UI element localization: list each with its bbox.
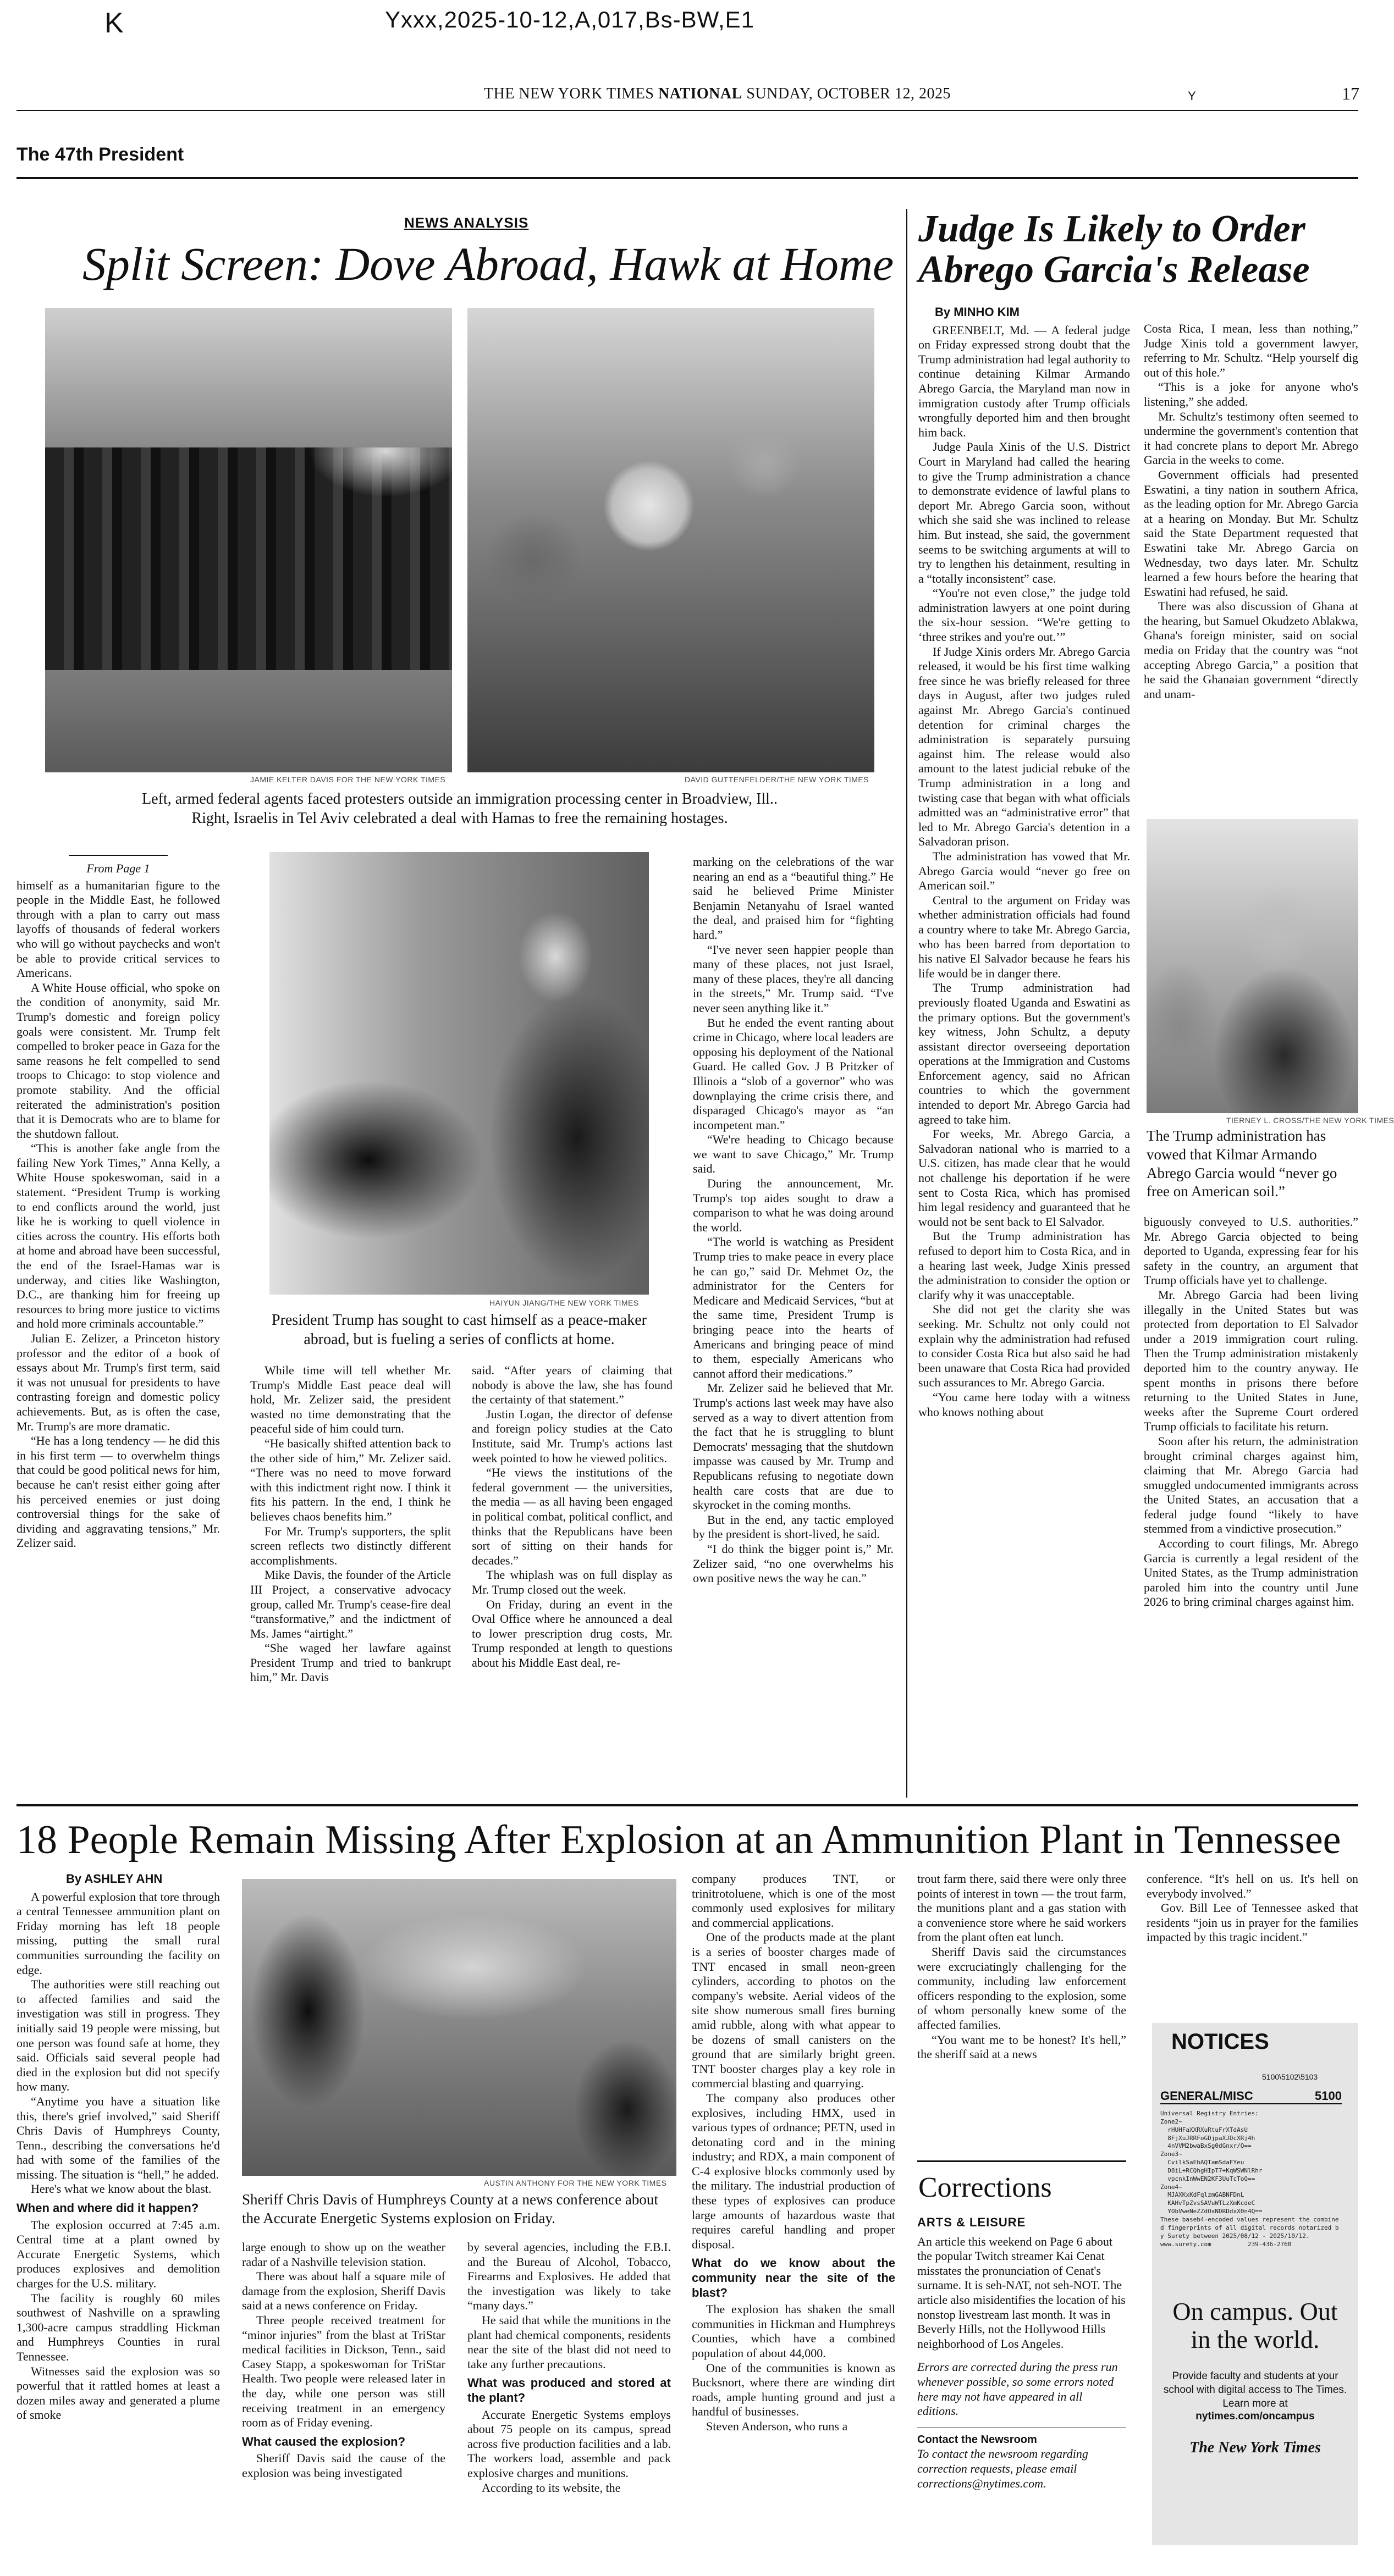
corrections-category: ARTS & LEISURE: [917, 2215, 1026, 2229]
notices-title: NOTICES: [1171, 2030, 1269, 2054]
photo-sky: [45, 308, 452, 447]
paragraph: If Judge Xinis orders Mr. Abrego Garcia released, it would be his first time walking free since he was briefly released for three days in August, after two judges ruled against Mr. Abrego Garcia's continued detention for criminal charges the administration is separately pursuing against him. The release would also amount to the latest judicial rebuke of the Trump administration in a long and twisting case that began with what officials admitted was an “administrative error” that led to Mr. Abrego Garcia's detention in a Salvadoran prison.: [918, 644, 1130, 849]
paragraph: According to court filings, Mr. Abrego Garcia is currently a legal resident of the United States, as the Trump administration paroled him into the country until June 2026 to bring criminal charges against him.: [1144, 1536, 1358, 1609]
story3-column-3: [467, 2240, 671, 2495]
photos-caption: [45, 789, 874, 828]
paragraph: GREENBELT, Md. — A federal judge on Friday expressed strong doubt that the Trump administration had legal authority to continue detaining Kilmar Armando Abrego Garcia, the Maryland man now in immigration custody after Trump officials wrongfully deported him and then brought him back.: [918, 323, 1130, 439]
folio-rule: [16, 110, 1358, 111]
paragraph: “He views the institutions of the federal government — the universities, the media — as all having been engaged in political combat, political conflict, and thinks that the Republicans have been sort of sitting on their hands for decades.”: [472, 1466, 673, 1567]
story3-column-1: [16, 1872, 220, 2423]
notices-category: [1160, 2089, 1342, 2104]
story2-byline: By MINHO KIM: [935, 305, 1020, 319]
page-number: 17: [1342, 84, 1359, 103]
paragraph: The facility is roughly 60 miles southwest of Nashville on a sprawling 1,300-acre campus straddling Hickman and Humphreys Counties in rural Tennessee.: [16, 2291, 220, 2363]
paragraph: “This is a joke for anyone who's listening,” she added.: [1144, 380, 1358, 408]
story2-column-1: [918, 305, 1130, 1419]
photo2-credit: DAVID GUTTENFELDER/THE NEW YORK TIMES: [685, 775, 869, 784]
paragraph: large enough to show up on the weather radar of a Nashville television station.: [242, 2240, 445, 2269]
photo-ground: [45, 670, 452, 772]
notices-fine-print: Universal Registry Entries: Zone2~ rHUHFaXXRXuRtuFrXTdAsU 8FjXuJRRFoGDjpaXJDcXRj4h 4nVVM2bwaBxSg0dGnxr/Q== Zone3~ CvilkSaEbAQTamSdaFYeu D8iL+RCQhgHIpT7+KqWSWNlRhr vpcnkInWwEN2KF3UuTcToQ== Zone4~ MJAXKxKdFqlzmGABNFDnL KAHvTpZvsSAVuWTLzXmKcdeC YObVweNeZZdOxNDRDdxX0n4Q== These baseb4-encoded values represent the combined fingerprints of all digital records notarized by Surety between 2025/08/12 - 2025/10/12. www.surety.com 239-436-2760: [1160, 2110, 1339, 2248]
paragraph: But the Trump administration has refused to deport him to Costa Rica, and in a hearing last week, Judge Xinis pressed the administration to consider the option or clarify why it was unacceptable.: [918, 1229, 1130, 1302]
paragraph: Sheriff Davis said the circumstances were excruciatingly challenging for the community, including law enforcement officers responding to the explosion, some of whom personally knew some of the affected families.: [917, 1944, 1126, 2032]
paragraph: The Trump administration had previously floated Uganda and Eswatini as the primary options. But the government's key witness, John Schultz, a deputy assistant director overseeing deportation operations at the Immigration and Customs Enforcement agency, said no African countries to which the government intended to deport Mr. Abrego Garcia had agreed to take him.: [918, 981, 1130, 1126]
subhead: What do we know about the community near the site of the blast?: [692, 2256, 895, 2299]
paragraph: Julian E. Zelizer, a Princeton history professor and the editor of a book of essays about Mr. Trump's first term, said it was not unusual for presidents to have contrasting foreign and domestic policy achievements. But, as is often the case, Mr. Trump's are more dramatic.: [16, 1331, 220, 1433]
corrections-title: Corrections: [918, 2172, 1052, 2203]
paragraph: While time will tell whether Mr. Trump's Middle East peace deal will hold, Mr. Zelizer said, the president wasted no time demonstrating that the peaceful side of him could turn.: [250, 1363, 451, 1436]
paragraph: The whiplash was on full display as Mr. Trump closed out the week.: [472, 1568, 673, 1596]
story3-column-2: [242, 2240, 445, 2481]
paragraph: Soon after his return, the administration brought criminal charges against him, claiming that Mr. Abrego Garcia had smuggled undocumented immigrants across the United States, an accusation that a federal judge found “likely to have stemmed from a vindictive prosecution.”: [1144, 1434, 1358, 1536]
photo-abrego-garcia-supporters: [1147, 819, 1358, 1113]
paragraph: Mike Davis, the founder of the Article III Project, a conservative advocacy group, called Mr. Trump's cease-fire deal “transformative,” and the indictment of Ms. James “airtight.”: [250, 1568, 451, 1640]
paragraph: company produces TNT, or trinitrotoluene, which is one of the most commonly used explosives for military and commercial applications.: [692, 1872, 895, 1930]
photos-caption-line2: Right, Israelis in Tel Aviv celebrated a deal with Hamas to free the remaining hostages.: [191, 810, 728, 827]
paragraph: Judge Paula Xinis of the U.S. District Court in Maryland had called the hearing to give the Trump administration a chance to demonstrate evidence of lawful plans to deport Mr. Abrego Garcia soon, without which she said she was inclined to release him. But instead, she said, the government seems to be switching arguments at will to try to lengthen his detainment, resulting in a “totally inconsistent” case.: [918, 440, 1130, 585]
paragraph: himself as a humanitarian figure to the people in the Middle East, he followed through with a plan to carry out mass layoffs of thousands of federal workers who will go without paychecks and won't be able to provide critical services to Americans.: [16, 878, 220, 980]
paragraph: The company also produces other explosives, including HMX, used in various types of ordnance; PETN, used in detonating cord and in the mining industry; and RDX, a main component of C-4 explosive blocks commonly used by the military. The industrial production of these types of explosives can produce large amounts of hazardous waste that requires careful handling and proper disposal.: [692, 2091, 895, 2251]
story2-headline: Judge Is Likely to Order Abrego Garcia's Release: [918, 208, 1310, 291]
folio: [484, 85, 951, 103]
paragraph: Three people received treatment for “minor injuries” from the blast at TriStar medical facilities in Dickson, Tenn., said Casey Stapp, a spokeswoman for TriStar Health. Two people were released later in the day, while one person was still receiving treatment in an emergency room as of Friday evening.: [242, 2313, 445, 2430]
paragraph: A powerful explosion that tore through a central Tennessee ammunition plant on Friday morning has left 18 people missing, putting the small rural communities surrounding the facility on edge.: [16, 1889, 220, 1977]
paragraph: One of the products made at the plant is a series of booster charges made of TNT encased in small neon-green cylinders, according to photos on the company's website. Aerial videos of the site show numerous small fires burning amid rubble, along with what appear to be dozens of small canisters on the ground that are similarly bright green. TNT booster charges play a key role in commercial blasting and quarrying.: [692, 1930, 895, 2091]
story2-photo-caption: The Trump administration has vowed that Kilmar Armando Abrego Garcia would “never go free on American soil.”: [1147, 1127, 1337, 1200]
story3-headline: 18 People Remain Missing After Explosion at an Ammunition Plant in Tennessee: [16, 1817, 1341, 1862]
story1-column-1: [16, 855, 220, 1551]
paragraph: “We're heading to Chicago because we want to save Chicago,” Mr. Trump said.: [693, 1132, 894, 1176]
photo3-caption: President Trump has sought to cast himself as a peace-maker abroad, but is fueling a series of conflicts at home.: [272, 1312, 647, 1348]
paragraph: “The world is watching as President Trump tries to make peace in every place he can go,” said Dr. Mehmet Oz, the administrator for the Centers for Medicare and Medicaid Services, “but at the same time, President Trump is bringing peace into the hearts of Americans and bringing peace of mind to them, especially Americans who cannot afford their medications.”: [693, 1235, 894, 1380]
paragraph: biguously conveyed to U.S. authorities.” Mr. Abrego Garcia objected to being deported to Uganda, expressing fear for his safety in the country, an argument that Trump officials have yet to challenge.: [1144, 1215, 1358, 1287]
notices-code: 5100\5102\5103: [1262, 2072, 1318, 2081]
folio-date: SUNDAY, OCTOBER 12, 2025: [746, 85, 951, 102]
paragraph: He said that while the munitions in the plant had chemical components, residents near the site of the blast did not need to take any further precautions.: [467, 2313, 671, 2371]
promo-headline: On campus. Out in the world.: [1172, 2297, 1338, 2353]
correction-text: An article this weekend on Page 6 about the popular Twitch streamer Kai Cenat misstates the pronunciation of Cenat's surname. It is seh-NAT, not seh-NOT. The article also misidentifies the location of his nonstop livestream last month. It was in Beverly Hills, not the Hollywood Hills neighborhood of Los Angeles.: [917, 2234, 1126, 2351]
paragraph: There was about half a square mile of damage from the explosion, Sheriff Davis said at a news conference on Friday.: [242, 2269, 445, 2313]
paragraph: Central to the argument on Friday was whether administration officials had found a country where to take Mr. Abrego Garcia, who has been barred from deportation to his native El Salvador because he fears his life would be in danger there.: [918, 893, 1130, 980]
paragraph: said. “After years of claiming that nobody is above the law, she has found the certainty of that statement.”: [472, 1363, 673, 1407]
paragraph: Justin Logan, the director of defense and foreign policy studies at the Cato Institute, said Mr. Trump's actions last week pointed to how he viewed politics.: [472, 1407, 673, 1465]
story3-column-1-body: [16, 1890, 220, 2423]
paragraph: Mr. Schultz's testimony often seemed to undermine the government's contention that it had concrete plans to deport Mr. Abrego Garcia in the weeks to come.: [1144, 409, 1358, 467]
paragraph: One of the communities is known as Bucksnort, where there are winding dirt roads, ample hunting ground and just a handful of businesses.: [692, 2361, 895, 2419]
story3-column-5-body: [917, 1872, 1126, 2062]
section-label: The 47th President: [16, 144, 184, 165]
paragraph: conference. “It's hell on us. It's hell on everybody involved.”: [1147, 1872, 1358, 1900]
paragraph: Sheriff Davis said the cause of the explosion was being investigated: [242, 2451, 445, 2480]
folio-mark: Y: [1188, 89, 1196, 103]
story3-top-rule: [16, 1804, 1358, 1806]
contact-newsroom-heading: Contact the Newsroom: [917, 2428, 1126, 2447]
paragraph: Costa Rica, I mean, less than nothing,” Judge Xinis told a government lawyer, referring to Mr. Schultz. “Help yourself dig out of this hole.”: [1144, 322, 1358, 379]
paragraph: “She waged her lawfare against President Trump and tried to bankrupt him,” Mr. Davis: [250, 1641, 451, 1684]
subhead: What was produced and stored at the plant?: [467, 2376, 671, 2404]
story1-column-4: [693, 855, 894, 1586]
folio-paper: THE NEW YORK TIMES: [484, 85, 654, 102]
story3-column-4: [692, 1872, 895, 2434]
paragraph: “He basically shifted attention back to the other side of him,” Mr. Zelizer said. “There was no need to move forward with this indictment right now. I think it fits his pattern. In the end, I think he believes chaos benefits him.”: [250, 1436, 451, 1523]
story3-photo-credit: AUSTIN ANTHONY FOR THE NEW YORK TIMES: [484, 2179, 667, 2187]
paragraph: Accurate Energetic Systems employs about 75 people on its campus, spread across five production facilities and a lab. The workers load, assemble and pack explosive charges and munitions.: [467, 2407, 671, 2480]
paragraph: Gov. Bill Lee of Tennessee asked that residents “join us in prayer for the families impacted by this tragic incident.”: [1147, 1901, 1358, 1944]
paragraph: Mr. Abrego Garcia had been living illegally in the United States but was protected from deportation to El Salvador under a 2019 immigration court ruling. Then the Trump administration mistakenly deported him to the country anyway. He spent months in prisons there before returning to the United States in June, weeks after the Supreme Court ordered Trump officials to facilitate his return.: [1144, 1287, 1358, 1434]
story1-column-2: [250, 1363, 451, 1685]
story3-column-6: [1147, 1872, 1358, 1945]
corrections-rule: [917, 2160, 1126, 2162]
paragraph: “I've never seen happier people than many of these places, not just Israel, many of these places, they're all dancing in the streets,” Mr. Trump said. “I've never seen anything like it.”: [693, 942, 894, 1015]
campus-promo: [1160, 2298, 1350, 2457]
photo3-credit: HAIYUN JIANG/THE NEW YORK TIMES: [489, 1298, 639, 1307]
story3-photo-caption: Sheriff Chris Davis of Humphreys County at a news conference about the Accurate Energetic Systems explosion on Friday.: [242, 2191, 658, 2226]
story2-photo-credit: TIERNEY L. CROSS/THE NEW YORK TIMES: [1226, 1116, 1394, 1125]
paragraph: Witnesses said the explosion was so powerful that it rattled homes at least a dozen miles away and generated a plume of smoke: [16, 2364, 220, 2422]
continued-from: From Page 1: [86, 861, 150, 875]
paragraph: Government officials had presented Eswatini, a tiny nation in southern Africa, as the leading option for Mr. Abrego Garcia at a hearing on Monday. But Mr. Schultz said the State Department requested that Eswatini take Mr. Abrego Garcia on Wednesday, two days later. Mr. Schultz learned a few hours before the hearing that Eswatini had refused, he said.: [1144, 467, 1358, 599]
contact-newsroom-text: To contact the newsroom regarding correction requests, please email corrections@nytimes.com.: [917, 2447, 1088, 2490]
paragraph: The administration has vowed that Mr. Abrego Garcia would “never go free on American soil.”: [918, 849, 1130, 893]
paragraph: by several agencies, including the F.B.I. and the Bureau of Alcohol, Tobacco, Firearms and Explosives. He added that the investigation was likely to take “many days.”: [467, 2240, 671, 2313]
folio-section: NATIONAL: [658, 85, 742, 102]
paragraph: Steven Anderson, who runs a: [706, 2419, 848, 2433]
paragraph: marking on the celebrations of the war nearing an end as a “beautiful thing.” He said he believed Prime Minister Benjamin Netanyahu of Israel wanted the deal, and praised him for “fighting hard.”: [693, 855, 894, 942]
story3-column-5: [917, 1872, 1126, 2062]
paragraph: “You're not even close,” the judge told administration lawyers at one point during the six-hour session. “We're getting to ‘three strikes and you're out.’”: [918, 586, 1130, 644]
paragraph: “He has a long tendency — he did this in his first term — to overwhelm things that could be good political news for him, because he can't resist either going after his perceived enemies or just doing controversial things for the sake of dividing and aggravating tensions,” Mr. Zelizer said.: [16, 1434, 220, 1550]
slug-code: Yxxx,2025-10-12,A,017,Bs-BW,E1: [385, 7, 754, 32]
slug-mark: K: [104, 7, 124, 39]
story2-column-2: [1144, 322, 1358, 701]
story1-kicker: NEWS ANALYSIS: [404, 214, 529, 231]
paragraph: “You want me to be honest? It's hell,” the sheriff said at a news: [917, 2032, 1126, 2061]
story3-column-4-body: [692, 1872, 895, 2434]
paragraph: During the announcement, Mr. Trump's top aides sought to draw a comparison to what he was doing around the world.: [693, 1176, 894, 1234]
promo-link[interactable]: nytimes.com/oncampus: [1195, 2411, 1315, 2423]
photo1-credit: JAMIE KELTER DAVIS FOR THE NEW YORK TIMES: [250, 775, 446, 784]
paragraph: “I do think the bigger point is,” Mr. Zelizer said, “no one overwhelms his own positive news the way he can.”: [693, 1541, 894, 1585]
paragraph: For weeks, Mr. Abrego Garcia, a Salvadoran national who is married to a U.S. citizen, has made clear that he would not challenge his deportation if he were sent to Costa Rica, which has promised him legal residency and guaranteed that he would not be sent back to El Salvador.: [918, 1127, 1130, 1229]
paragraph: She did not get the clarity she was seeking. Mr. Schultz not only could not explain why the administration had refused to consider Costa Rica but also said he had been unaware that Costa Rica had provided such assurances to Mr. Abrego Garcia.: [918, 1302, 1130, 1390]
paragraph: “You came here today with a witness who knows nothing about: [918, 1390, 1130, 1419]
paragraph: The authorities were still reaching out to affected families and said the investigation was still in progress. They initially said 19 people were missing, but one person was found safe at home, they said. Officials said several people had died in the explosion but did not specify how many.: [16, 1977, 220, 2094]
corrections-body: [917, 2215, 1126, 2491]
photo-sheriff-news-conference: [242, 1879, 676, 2176]
notices-category-code: 5100: [1315, 2089, 1342, 2103]
photos-caption-line1: Left, armed federal agents faced protesters outside an immigration processing center in Broadview, Ill..: [142, 791, 778, 808]
section-rule: [16, 177, 1358, 179]
paragraph: But in the end, any tactic employed by the president is short-lived, he said.: [693, 1512, 894, 1541]
story3-column-3-body: [467, 2240, 671, 2495]
story1-headline: Split Screen: Dove Abroad, Hawk at Home: [82, 237, 894, 290]
paragraph: “This is another fake angle from the failing New York Times,” Anna Kelly, a White House spokeswoman, said in a statement. “President Trump is working to end conflicts around the world, just like he is working to quell violence in cities across the country. His efforts both at home and abroad have been successful, the end of the Israel-Hamas war is underway, and cities like Washington, D.C., are thanking him for freeing up resources to bring more justice to victims and hold more criminals accountable.”: [16, 1141, 220, 1331]
paragraph: “Anytime you have a situation like this, there's grief involved,” said Sheriff Chris Davis of Humphreys County, Tenn., describing the conversations he'd had with some of the families of the missing. The situation is “hell,” he added.: [16, 2094, 220, 2181]
paragraph: A White House official, who spoke on the condition of anonymity, said Mr. Trump's domestic and foreign policy goals were consistent. Mr. Trump felt compelled to broker peace in Gaza for the same reasons he felt compelled to send troops to Chicago: to stop violence and promote stability. And the official reiterated the administration's position that it is Democrats who are to blame for the shutdown fallout.: [16, 980, 220, 1141]
paragraph: trout farm there, said there were only three points of interest in town — the trout farm, the munitions plant and a gas station with a convenience store where he said workers from the plant often eat lunch.: [917, 1872, 1126, 1944]
story3-byline: By ASHLEY AHN: [66, 1872, 163, 1886]
paragraph: Here's what we know about the blast.: [31, 2182, 212, 2196]
paragraph: Mr. Zelizer said he believed that Mr. Trump's actions last week may have also served as a way to divert attention from the fact that he is struggling to blunt Democrats' messaging that the shutdown impasse was caused by Mr. Trump and Republicans refusing to negotiate down health care costs that are due to skyrocket in the coming months.: [693, 1381, 894, 1512]
paragraph: On Friday, during an event in the Oval Office where he announced a deal to lower prescription drug costs, Mr. Trump responded at length to questions about his Middle East deal, re-: [472, 1597, 673, 1670]
story2-column-2-continued: [1144, 1215, 1358, 1610]
paragraph: According to its website, the: [482, 2480, 621, 2495]
nyt-logo: The New York Times: [1189, 2439, 1321, 2457]
notices-category-label: GENERAL/MISC: [1160, 2089, 1253, 2103]
paragraph: For Mr. Trump's supporters, the split screen reflects two distinctly different accomplishments.: [250, 1524, 451, 1567]
photo-federal-agents: [45, 308, 452, 772]
corrections-note: Errors are corrected during the press run whenever possible, so some errors noted here may not have appeared in all editions.: [917, 2360, 1118, 2418]
subhead: What caused the explosion?: [242, 2434, 406, 2448]
story3-column-2-body: [242, 2240, 445, 2481]
column-rule: [906, 209, 907, 1798]
paragraph: The explosion occurred at 7:45 a.m. Central time at a plant owned by Accurate Energetic Systems, which produces explosives and demolition charges for the U.S. military.: [16, 2218, 220, 2291]
paragraph: The explosion has shaken the small communities in Hickman and Humphreys Counties, which have a combined population of about 44,000.: [692, 2302, 895, 2360]
promo-text: Provide faculty and students at your school with digital access to The Times. Learn more at: [1163, 2370, 1347, 2409]
paragraph: But he ended the event ranting about crime in Chicago, where local leaders are opposing his deployment of the National Guard. He called Gov. J B Pritzker of Illinois a “slob of a governor” who was downplaying the crime crisis there, and disparaged Chicago's mayor as “an incompetent man.”: [693, 1015, 894, 1132]
story1-column-3: [472, 1363, 673, 1670]
continued-rule: [69, 855, 168, 856]
subhead: When and where did it happen?: [16, 2201, 199, 2215]
photo-president-trump: [269, 852, 649, 1295]
photo-tel-aviv-celebration: [467, 308, 874, 772]
story3-column-6-body: [1147, 1872, 1358, 1945]
paragraph: There was also discussion of Ghana at the hearing, but Samuel Okudzeto Ablakwa, Ghana's foreign minister, said on social media on Friday that the country was “not accepting Abrego Garcia,” a position that he said the Ghanaian government “directly and unam-: [1144, 599, 1358, 701]
